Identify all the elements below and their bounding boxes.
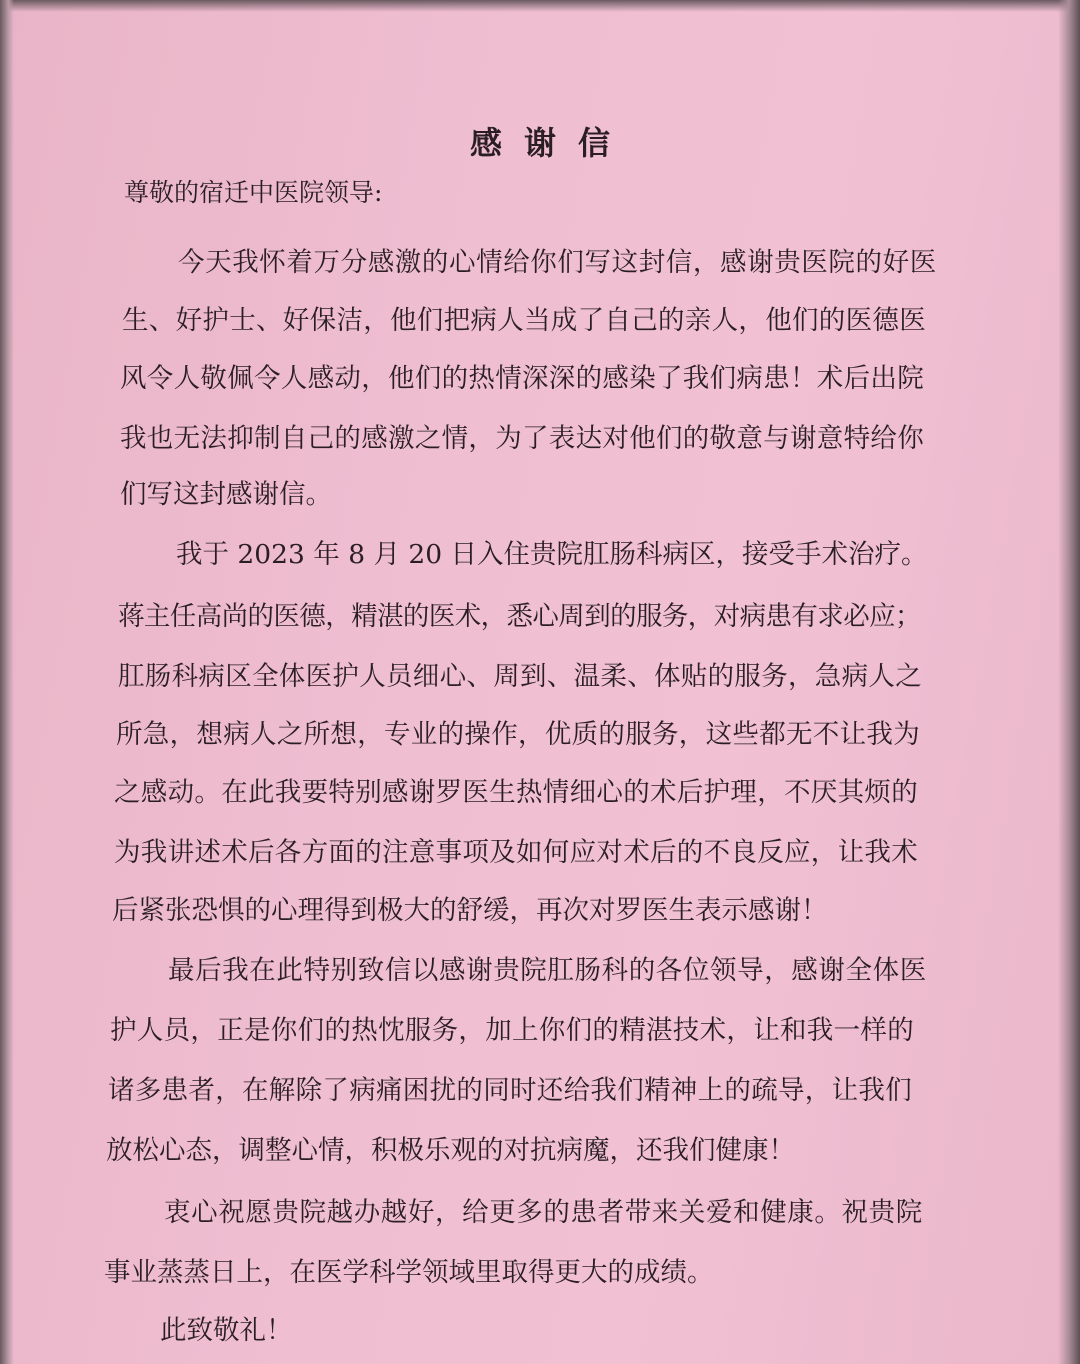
letter-title: 感谢信 [469,124,632,162]
letter-line: 护人员，正是你们的热忱服务，加上你们的精湛技术，让和我一样的 [110,1015,914,1046]
letter-line: 生、好护士、好保洁，他们把病人当成了自己的亲人，他们的医德医 [122,305,926,336]
letter-line: 我于 2023 年 8 月 20 日入住贵院肛肠科病区，接受手术治疗。 [176,539,928,570]
letter-line: 们写这封感谢信。 [120,479,332,510]
letter-line: 放松心态，调整心情，积极乐观的对抗病魔，还我们健康！ [106,1135,795,1166]
photo-edge-left [0,0,14,1364]
letter-line: 所急，想病人之所想，专业的操作，优质的服务，这些都无不让我为 [116,719,920,750]
letter-line: 之感动。在此我要特别感谢罗医生热情细心的术后护理，不厌其烦的 [114,777,918,808]
letter-greeting: 尊敬的宿迁中医院领导: [124,178,383,207]
letter-line: 风令人敬佩令人感动，他们的热情深深的感染了我们病患！术后出院 [120,363,924,394]
letter-line: 事业蒸蒸日上，在医学科学领域里取得更大的成绩。 [104,1257,714,1288]
letter-line: 诸多患者，在解除了病痛困扰的同时还给我们精神上的疏导，让我们 [108,1075,912,1106]
letter-line: 我也无法抑制自己的感激之情，为了表达对他们的敬意与谢意特给你 [120,423,924,454]
letter-line: 蒋主任高尚的医德，精湛的医术，悉心周到的服务，对病患有求必应； [118,601,921,632]
letter-line: 最后我在此特别致信以感谢贵院肛肠科的各位领导，感谢全体医 [168,955,927,986]
letter-line: 衷心祝愿贵院越办越好，给更多的患者带来关爱和健康。祝贵院 [164,1197,923,1228]
photo-edge-right [1058,0,1080,1364]
letter-closing: 此致敬礼！ [160,1315,293,1346]
letter-line: 今天我怀着万分感激的心情给你们写这封信，感谢贵医院的好医 [178,247,937,278]
photo-edge-top [0,0,1080,12]
letter-line: 后紧张恐惧的心理得到极大的舒缓，再次对罗医生表示感谢！ [112,895,828,926]
letter-line: 肛肠科病区全体医护人员细心、周到、温柔、体贴的服务，急病人之 [118,661,922,692]
letter-line: 为我讲述术后各方面的注意事项及如何应对术后的不良反应，让我术 [114,837,918,868]
